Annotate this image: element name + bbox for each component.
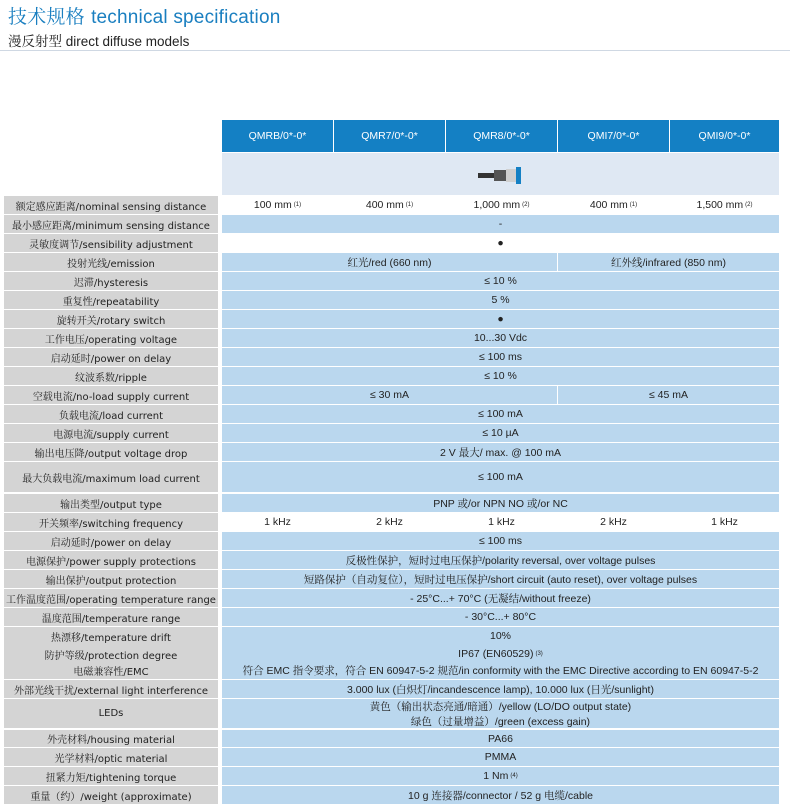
model-header-cell: QMI9/0*-0* — [670, 120, 779, 152]
spec-value-text: 2 V 最大/ max. @ 100 mA — [440, 446, 561, 459]
spec-value-text: - 25°C...+ 70°C (无凝结/without freeze) — [410, 592, 591, 605]
spec-value-text: - — [498, 218, 503, 230]
spec-value — [446, 513, 557, 531]
spec-value — [222, 272, 779, 290]
spec-label: 最小感应距离/minimum sensing distance — [4, 215, 218, 233]
title-en: technical specification — [91, 7, 281, 28]
spec-value-text: PNP 或/or NPN NO 或/or NC — [433, 497, 568, 510]
spec-value-text: 红外线/infrared (850 nm) — [611, 256, 726, 269]
spec-value-text: PMMA — [484, 751, 517, 763]
model-header-cell: QMI7/0*-0* — [558, 120, 669, 152]
spec-value — [222, 494, 779, 512]
spec-value-line: 绿色（过量增益）/green (excess gain) — [410, 715, 591, 728]
spec-label: 防护等级/protection degree — [4, 645, 218, 663]
spec-label: 迟滞/hysteresis — [4, 272, 218, 290]
spec-label: 扭紧力矩/tightening torque — [4, 767, 218, 785]
spec-value-text: ≤ 10 % — [484, 370, 517, 382]
spec-value-text: 10 g 连接器/connector / 52 g 电缆/cable — [407, 789, 593, 802]
spec-value — [222, 532, 779, 550]
spec-value — [222, 329, 779, 347]
spec-value-text: 1 Nm — [483, 770, 509, 782]
spec-value — [558, 513, 669, 531]
spec-value-text: ≤ 100 ms — [478, 351, 523, 363]
spec-value — [334, 196, 445, 214]
spec-value — [222, 662, 779, 679]
spec-label: 最大负载电流/maximum load current — [4, 462, 218, 492]
spec-value — [222, 589, 779, 607]
spec-value-text: ≤ 100 mA — [478, 408, 523, 420]
spec-label: LEDs — [4, 699, 218, 728]
spec-label: 热漂移/temperature drift — [4, 627, 218, 645]
spec-label: 旋转开关/rotary switch — [4, 310, 218, 328]
spec-value — [222, 767, 779, 785]
spec-label: 输出保护/output protection — [4, 570, 218, 588]
spec-label: 重复性/repeatability — [4, 291, 218, 309]
spec-label: 启动延时/power on delay — [4, 348, 218, 366]
spec-value-text: 5 % — [491, 294, 510, 306]
spec-value — [670, 196, 779, 214]
spec-value — [670, 513, 779, 531]
spec-value-text: ≤ 45 mA — [648, 389, 689, 401]
spec-value-text: ● — [497, 237, 504, 249]
spec-value — [222, 645, 779, 663]
spec-value — [446, 196, 557, 214]
footnote-marker: (4) — [510, 773, 518, 779]
spec-label: 开关频率/switching frequency — [4, 513, 218, 531]
spec-value — [222, 310, 779, 328]
spec-label: 温度范围/temperature range — [4, 608, 218, 626]
title-zh: 技术规格 — [8, 6, 85, 28]
spec-label: 工作电压/operating voltage — [4, 329, 218, 347]
spec-value — [222, 748, 779, 766]
spec-value-text: 符合 EMC 指令要求，符合 EN 60947-5-2 规范/in conformity with the EMC Directive according to EN 60947-5-2 — [242, 665, 759, 677]
spec-value-text: 3.000 lux (白炽灯/incandescence lamp), 10.000 lux (日光/sunlight) — [347, 683, 654, 696]
spec-value — [222, 513, 333, 531]
spec-value — [222, 367, 779, 385]
spec-value — [222, 699, 779, 728]
spec-value — [222, 424, 779, 442]
spec-value — [222, 348, 779, 366]
model-header-cell: QMRB/0*-0* — [222, 120, 333, 152]
spec-label: 电源保护/power supply protections — [4, 551, 218, 569]
spec-value — [334, 513, 445, 531]
spec-value — [222, 234, 779, 252]
spec-label: 外部光线干扰/external light interference — [4, 680, 218, 698]
spec-value-text: 10...30 Vdc — [473, 332, 528, 344]
spec-label: 电磁兼容性/EMC — [4, 662, 218, 679]
spec-label: 额定感应距离/nominal sensing distance — [4, 196, 218, 214]
model-header-cell: QMR7/0*-0* — [334, 120, 445, 152]
spec-value-text: ≤ 10 µA — [482, 427, 519, 439]
spec-value — [222, 551, 779, 569]
spec-label: 外壳材料/housing material — [4, 730, 218, 747]
spec-value — [222, 405, 779, 423]
spec-value-text: - 30°C...+ 80°C — [464, 611, 537, 623]
spec-value — [222, 291, 779, 309]
spec-value-text: ≤ 100 ms — [478, 535, 523, 547]
spec-value-text: ≤ 100 mA — [478, 471, 523, 483]
spec-value — [222, 386, 557, 404]
spec-label: 纹波系数/ripple — [4, 367, 218, 385]
spec-value — [558, 386, 779, 404]
footnote-marker: (1) — [629, 202, 638, 208]
footnote-marker: (3) — [535, 651, 543, 657]
spec-value-text: 1,500 mm — [696, 199, 744, 211]
spec-value-text: 1,000 mm — [473, 199, 521, 211]
spec-value-text: IP67 (EN60529) — [458, 648, 534, 660]
spec-value — [222, 443, 779, 461]
spec-value — [222, 253, 557, 271]
spec-value-text: 2 kHz — [376, 516, 403, 528]
footnote-marker: (1) — [405, 202, 414, 208]
spec-value-text: ● — [497, 313, 504, 325]
spec-value — [222, 730, 779, 747]
spec-value — [222, 680, 779, 698]
spec-value-text: PA66 — [488, 732, 513, 745]
product-image-row — [222, 153, 779, 195]
spec-value — [222, 462, 779, 492]
spec-value-line: 黄色（输出状态亮通/暗通）/yellow (LO/DO output state) — [369, 700, 632, 713]
spec-value — [222, 627, 779, 645]
spec-label: 工作温度范围/operating temperature range — [4, 589, 218, 607]
spec-label: 光学材料/optic material — [4, 748, 218, 766]
spec-label: 电源电流/supply current — [4, 424, 218, 442]
spec-value-text: 2 kHz — [600, 516, 627, 528]
spec-value-text: 1 kHz — [711, 516, 738, 528]
spec-value-text: ≤ 30 mA — [369, 389, 410, 401]
spec-value — [222, 196, 333, 214]
spec-label: 重量（约）/weight (approximate) — [4, 786, 218, 804]
page-title — [8, 2, 281, 29]
spec-value-text: 反极性保护，短时过电压保护/polarity reversal, over voltage pulses — [345, 554, 656, 567]
spec-label: 输出类型/output type — [4, 494, 218, 512]
spec-value-text: 1 kHz — [264, 516, 291, 528]
spec-value-text: 10% — [489, 630, 511, 642]
spec-value — [558, 196, 669, 214]
footnote-marker: (1) — [293, 202, 302, 208]
spec-label: 空载电流/no-load supply current — [4, 386, 218, 404]
spec-value — [558, 253, 779, 271]
page-subtitle: 漫反射型 direct diffuse models — [8, 34, 190, 49]
spec-label: 灵敏度调节/sensibility adjustment — [4, 234, 218, 252]
spec-value — [222, 570, 779, 588]
spec-value-text: 1 kHz — [488, 516, 515, 528]
spec-value-text: ≤ 10 % — [484, 275, 517, 287]
footnote-marker: (2) — [522, 202, 530, 208]
spec-label: 投射光线/emission — [4, 253, 218, 271]
spec-label: 启动延时/power on delay — [4, 532, 218, 550]
spec-label: 负载电流/load current — [4, 405, 218, 423]
title-divider — [0, 50, 790, 51]
model-header-cell: QMR8/0*-0* — [446, 120, 557, 152]
spec-value-text: 短路保护（自动复位），短时过电压保护/short circuit (auto reset), over voltage pulses — [303, 573, 698, 586]
spec-value — [222, 608, 779, 626]
spec-value-text: 400 mm — [589, 199, 628, 211]
spec-value-text: 红光/red (660 nm) — [347, 256, 432, 269]
footnote-marker: (2) — [745, 202, 753, 208]
sensor-product-image — [478, 165, 538, 185]
spec-value-text: 100 mm — [253, 199, 292, 211]
spec-label: 输出电压降/output voltage drop — [4, 443, 218, 461]
spec-value — [222, 786, 779, 804]
spec-value — [222, 215, 779, 233]
spec-value-text: 400 mm — [365, 199, 404, 211]
